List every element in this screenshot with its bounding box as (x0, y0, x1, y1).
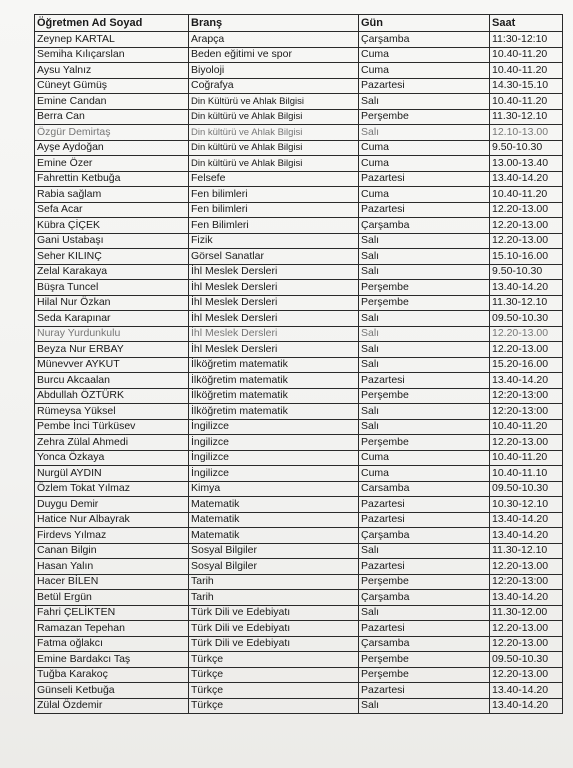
cell-branch: İlköğretim matematik (189, 404, 359, 420)
cell-day: Salı (359, 357, 490, 373)
cell-day: Salı (359, 249, 490, 265)
table-row (35, 621, 563, 637)
cell-name: Tuğba Karakoç (35, 667, 189, 683)
cell-time: 10.40-11.20 (490, 94, 563, 110)
cell-name: Rabia sağlam (35, 187, 189, 203)
cell-name: Semiha Kılıçarslan (35, 47, 189, 63)
cell-name: Ramazan Tepehan (35, 621, 189, 637)
cell-name: Gani Ustabaşı (35, 233, 189, 249)
table-row (35, 419, 563, 435)
cell-name: Duygu Demir (35, 497, 189, 513)
cell-day: Perşembe (359, 295, 490, 311)
cell-time: 9.50-10.30 (490, 264, 563, 280)
cell-name: Ayşe Aydoğan (35, 140, 189, 156)
cell-name: Beyza Nur ERBAY (35, 342, 189, 358)
cell-name: Emine Candan (35, 94, 189, 110)
cell-time: 11.30-12.00 (490, 605, 563, 621)
cell-day: Pazartesi (359, 683, 490, 699)
cell-day: Cuma (359, 466, 490, 482)
cell-name: Sefa Acar (35, 202, 189, 218)
cell-branch: İhl Meslek Dersleri (189, 280, 359, 296)
cell-branch: Biyoloji (189, 63, 359, 79)
cell-name: Hacer BİLEN (35, 574, 189, 590)
cell-day: Salı (359, 233, 490, 249)
cell-branch: Türkçe (189, 683, 359, 699)
cell-time: 14.30-15.10 (490, 78, 563, 94)
cell-day: Çarşamba (359, 590, 490, 606)
cell-time: 12.20-13.00 (490, 326, 563, 342)
cell-time: 12.20-13.00 (490, 559, 563, 575)
cell-day: Salı (359, 698, 490, 714)
cell-branch: İngilizce (189, 435, 359, 451)
cell-day: Cuma (359, 450, 490, 466)
cell-branch: Din kültürü ve Ahlak Bilgisi (189, 140, 359, 156)
cell-day: Salı (359, 404, 490, 420)
table-row (35, 404, 563, 420)
cell-time: 12:20-13:00 (490, 388, 563, 404)
cell-branch: Arapça (189, 32, 359, 48)
cell-branch: Felsefe (189, 171, 359, 187)
cell-day: Pazartesi (359, 621, 490, 637)
cell-day: Çarsamba (359, 636, 490, 652)
cell-time: 9.50-10.30 (490, 140, 563, 156)
cell-name: Özlem Tokat Yılmaz (35, 481, 189, 497)
cell-name: Cüneyt Gümüş (35, 78, 189, 94)
cell-time: 11.30-12.10 (490, 543, 563, 559)
cell-branch: Din kültürü ve Ahlak Bilgisi (189, 109, 359, 125)
cell-day: Salı (359, 125, 490, 141)
table-row (35, 605, 563, 621)
cell-branch: İhl Meslek Dersleri (189, 326, 359, 342)
cell-day: Salı (359, 94, 490, 110)
cell-time: 12.10-13.00 (490, 125, 563, 141)
cell-day: Perşembe (359, 109, 490, 125)
header-branch: Branş (189, 15, 359, 32)
table-row (35, 466, 563, 482)
table-row (35, 388, 563, 404)
cell-branch: İlköğretim matematik (189, 373, 359, 389)
cell-day: Salı (359, 342, 490, 358)
cell-name: Emine Bardakcı Taş (35, 652, 189, 668)
cell-time: 12.20-13.00 (490, 435, 563, 451)
header-row (35, 15, 563, 32)
cell-name: Seda Karapınar (35, 311, 189, 327)
cell-day: Perşembe (359, 280, 490, 296)
cell-day: Çarşamba (359, 32, 490, 48)
cell-branch: Din kültürü ve Ahlak Bilgisi (189, 156, 359, 172)
cell-branch: Din kültürü ve Ahlak Bilgisi (189, 125, 359, 141)
cell-name: Yonca Özkaya (35, 450, 189, 466)
cell-branch: İngilizce (189, 466, 359, 482)
cell-branch: İhl Meslek Dersleri (189, 295, 359, 311)
cell-time: 10.40-11.20 (490, 63, 563, 79)
table-row (35, 636, 563, 652)
table-row (35, 342, 563, 358)
cell-branch: İngilizce (189, 419, 359, 435)
table-row (35, 652, 563, 668)
cell-name: Özgür Demirtaş (35, 125, 189, 141)
cell-time: 13.40-14.20 (490, 280, 563, 296)
cell-day: Salı (359, 543, 490, 559)
table-row (35, 543, 563, 559)
table-row (35, 590, 563, 606)
cell-day: Cuma (359, 140, 490, 156)
cell-branch: Kimya (189, 481, 359, 497)
cell-day: Çarşamba (359, 218, 490, 234)
cell-branch: Matematik (189, 512, 359, 528)
table-row (35, 249, 563, 265)
cell-time: 13.40-14.20 (490, 512, 563, 528)
cell-branch: Fen bilimleri (189, 202, 359, 218)
cell-name: Seher KILINÇ (35, 249, 189, 265)
cell-branch: İhl Meslek Dersleri (189, 311, 359, 327)
cell-day: Cuma (359, 187, 490, 203)
cell-name: Günseli Ketbuğa (35, 683, 189, 699)
cell-name: Nuray Yurdunkulu (35, 326, 189, 342)
cell-day: Perşembe (359, 574, 490, 590)
cell-branch: Tarih (189, 590, 359, 606)
table-row (35, 574, 563, 590)
cell-name: Fahri ÇELİKTEN (35, 605, 189, 621)
cell-branch: İhl Meslek Dersleri (189, 342, 359, 358)
cell-branch: Sosyal Bilgiler (189, 543, 359, 559)
cell-time: 13.40-14.20 (490, 373, 563, 389)
cell-day: Salı (359, 605, 490, 621)
cell-branch: Görsel Sanatlar (189, 249, 359, 265)
cell-branch: Fizik (189, 233, 359, 249)
table-row (35, 481, 563, 497)
cell-name: Zelal Karakaya (35, 264, 189, 280)
table-row (35, 528, 563, 544)
cell-branch: Tarih (189, 574, 359, 590)
cell-time: 12.20-13.00 (490, 233, 563, 249)
cell-name: Abdullah ÖZTÜRK (35, 388, 189, 404)
cell-branch: Türkçe (189, 698, 359, 714)
cell-day: Cuma (359, 47, 490, 63)
cell-name: Hasan Yalın (35, 559, 189, 575)
table-row (35, 435, 563, 451)
cell-time: 12.20-13.00 (490, 636, 563, 652)
table-row (35, 94, 563, 110)
cell-time: 12.20-13.00 (490, 667, 563, 683)
cell-time: 09.50-10.30 (490, 481, 563, 497)
cell-time: 12:20-13:00 (490, 574, 563, 590)
cell-time: 15.10-16.00 (490, 249, 563, 265)
table-row (35, 357, 563, 373)
cell-time: 10.40-11.20 (490, 187, 563, 203)
header-time: Saat (490, 15, 563, 32)
cell-name: Büşra Tuncel (35, 280, 189, 296)
table-row (35, 233, 563, 249)
table-row (35, 497, 563, 513)
cell-branch: Türk Dili ve Edebiyatı (189, 621, 359, 637)
table-row (35, 326, 563, 342)
cell-branch: İngilizce (189, 450, 359, 466)
cell-time: 10.40-11.20 (490, 47, 563, 63)
cell-day: Salı (359, 326, 490, 342)
cell-time: 12.20-13.00 (490, 621, 563, 637)
cell-time: 12.20-13.00 (490, 202, 563, 218)
table-row (35, 140, 563, 156)
cell-name: Zehra Zülal Ahmedi (35, 435, 189, 451)
cell-name: Rümeysa Yüksel (35, 404, 189, 420)
cell-day: Cuma (359, 63, 490, 79)
cell-day: Çarşamba (359, 528, 490, 544)
table-row (35, 280, 563, 296)
cell-day: Salı (359, 311, 490, 327)
cell-branch: Türk Dili ve Edebiyatı (189, 605, 359, 621)
cell-time: 13.40-14.20 (490, 590, 563, 606)
cell-branch: Beden eğitimi ve spor (189, 47, 359, 63)
cell-name: Aysu Yalnız (35, 63, 189, 79)
table-row (35, 512, 563, 528)
cell-name: Zülal Özdemir (35, 698, 189, 714)
table-row (35, 667, 563, 683)
header-day: Gün (359, 15, 490, 32)
cell-day: Salı (359, 264, 490, 280)
cell-time: 10.40-11.10 (490, 466, 563, 482)
cell-branch: Matematik (189, 528, 359, 544)
cell-time: 13.40-14.20 (490, 528, 563, 544)
table-row (35, 32, 563, 48)
cell-day: Pazartesi (359, 202, 490, 218)
cell-time: 13.00-13.40 (490, 156, 563, 172)
cell-time: 12:20-13:00 (490, 404, 563, 420)
table-row (35, 373, 563, 389)
cell-name: Canan Bilgin (35, 543, 189, 559)
cell-name: Münevver AYKUT (35, 357, 189, 373)
cell-name: Betül Ergün (35, 590, 189, 606)
cell-branch: Coğrafya (189, 78, 359, 94)
table-row (35, 450, 563, 466)
cell-time: 09.50-10.30 (490, 311, 563, 327)
cell-name: Burcu Akcaalan (35, 373, 189, 389)
cell-branch: Türkçe (189, 667, 359, 683)
cell-day: Pazartesi (359, 78, 490, 94)
cell-name: Berra Can (35, 109, 189, 125)
cell-branch: Fen bilimleri (189, 187, 359, 203)
cell-time: 11:30-12:10 (490, 32, 563, 48)
cell-branch: İlköğretim matematik (189, 388, 359, 404)
cell-name: Nurgül AYDIN (35, 466, 189, 482)
table-row (35, 559, 563, 575)
cell-branch: Türkçe (189, 652, 359, 668)
cell-name: Fahrettin Ketbuğa (35, 171, 189, 187)
table-row (35, 202, 563, 218)
table-row (35, 683, 563, 699)
cell-day: Pazartesi (359, 497, 490, 513)
table-row (35, 156, 563, 172)
cell-branch: Türk Dili ve Edebiyatı (189, 636, 359, 652)
cell-time: 09.50-10.30 (490, 652, 563, 668)
cell-time: 12.20-13.00 (490, 342, 563, 358)
cell-time: 13.40-14.20 (490, 698, 563, 714)
cell-day: Perşembe (359, 435, 490, 451)
table-header (35, 15, 563, 32)
table-row (35, 109, 563, 125)
table-row (35, 311, 563, 327)
cell-day: Pazartesi (359, 512, 490, 528)
cell-branch: Fen Bilimleri (189, 218, 359, 234)
cell-time: 11.30-12.10 (490, 295, 563, 311)
cell-day: Pazartesi (359, 373, 490, 389)
cell-name: Hilal Nur Özkan (35, 295, 189, 311)
cell-day: Perşembe (359, 667, 490, 683)
cell-name: Hatice Nur Albayrak (35, 512, 189, 528)
cell-time: 11.30-12.10 (490, 109, 563, 125)
table-row (35, 78, 563, 94)
cell-name: Zeynep KARTAL (35, 32, 189, 48)
table-row (35, 264, 563, 280)
cell-name: Firdevs Yılmaz (35, 528, 189, 544)
cell-day: Salı (359, 419, 490, 435)
cell-day: Pazartesi (359, 171, 490, 187)
table-row (35, 125, 563, 141)
cell-time: 13.40-14.20 (490, 171, 563, 187)
cell-time: 15.20-16.00 (490, 357, 563, 373)
teacher-schedule-table (34, 14, 563, 714)
cell-name: Kübra ÇİÇEK (35, 218, 189, 234)
table-body (35, 32, 563, 714)
table-row (35, 698, 563, 714)
cell-time: 13.40-14.20 (490, 683, 563, 699)
table-row (35, 218, 563, 234)
cell-branch: İhl Meslek Dersleri (189, 264, 359, 280)
table-row (35, 47, 563, 63)
cell-branch: Sosyal Bilgiler (189, 559, 359, 575)
cell-time: 12.20-13.00 (490, 218, 563, 234)
table-row (35, 295, 563, 311)
cell-day: Cuma (359, 156, 490, 172)
cell-day: Pazartesi (359, 559, 490, 575)
cell-day: Perşembe (359, 388, 490, 404)
cell-day: Carsamba (359, 481, 490, 497)
header-name: Öğretmen Ad Soyad (35, 15, 189, 32)
cell-time: 10.40-11.20 (490, 450, 563, 466)
table-row (35, 187, 563, 203)
cell-name: Pembe İnci Türküsev (35, 419, 189, 435)
cell-time: 10.30-12.10 (490, 497, 563, 513)
cell-branch: İlköğretim matematik (189, 357, 359, 373)
cell-branch: Din Kültürü ve Ahlak Bilgisi (189, 94, 359, 110)
cell-name: Fatma oğlakcı (35, 636, 189, 652)
table-row (35, 171, 563, 187)
cell-name: Emine Özer (35, 156, 189, 172)
cell-day: Perşembe (359, 652, 490, 668)
table-row (35, 63, 563, 79)
cell-branch: Matematik (189, 497, 359, 513)
cell-time: 10.40-11.20 (490, 419, 563, 435)
